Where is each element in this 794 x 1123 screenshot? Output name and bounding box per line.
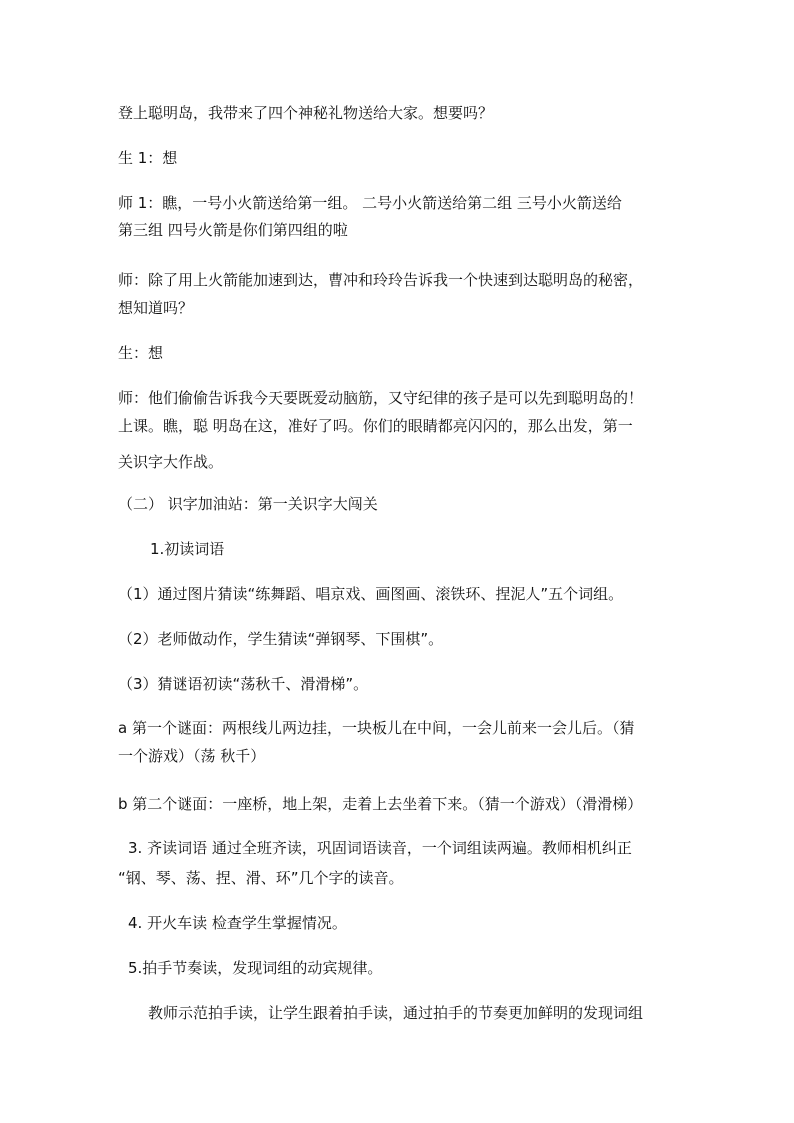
step-3: （3）猜谜语初读“荡秋千、滑滑梯”。 [118, 675, 369, 693]
student-reply-1: 生 1：想 [118, 149, 178, 167]
step-2: （2）老师做动作，学生猜读“弹钢琴、下围棋”。 [118, 630, 444, 648]
item-5: 5.拍手节奏读，发现词组的动宾规律。 [128, 959, 383, 977]
riddle-b: b 第二个谜面：一座桥，地上架，走着上去坐着下来。（猜一个游戏）（滑滑梯） [118, 795, 643, 813]
paragraph-intro: 登上聪明岛，我带来了四个神秘礼物送给大家。想要吗？ [118, 104, 494, 122]
step-1: （1）通过图片猜读“练舞蹈、唱京戏、画图画、滚铁环、捏泥人”五个词组。 [118, 585, 624, 603]
teacher-line-3b: 上课。瞧，聪 明岛在这，准好了吗。你们的眼睛都亮闪闪的，那么出发，第一 [118, 417, 633, 435]
subheading-first-reading: 1.初读词语 [150, 540, 225, 558]
riddle-a-line-2: 一个游戏）（荡 秋千） [118, 747, 266, 765]
teacher-line-2b: 想知道吗？ [118, 299, 194, 317]
teacher-line-3c: 关识字大作战。 [118, 453, 224, 471]
teacher-line-1a: 师 1：瞧，一号小火箭送给第一组。 二号小火箭送给第二组 三号小火箭送给 [118, 194, 622, 212]
student-reply-2: 生：想 [118, 344, 164, 362]
paragraph-demo: 教师示范拍手读，让学生跟着拍手读，通过拍手的节奏更加鲜明的发现词组 [148, 1004, 644, 1022]
item-3-line-2: “钢、琴、荡、捏、滑、环”几个字的读音。 [118, 869, 404, 887]
riddle-a-line-1: a 第一个谜面：两根线儿两边挂，一块板儿在中间，一会儿前来一会儿后。（猜 [118, 719, 635, 737]
section-heading-2: （二） 识字加油站：第一关识字大闯关 [118, 495, 378, 513]
teacher-line-3a: 师：他们偷偷告诉我今天要既爱动脑筋，又守纪律的孩子是可以先到聪明岛的！ [118, 389, 644, 407]
item-3-line-1: 3. 齐读词语 通过全班齐读，巩固词语读音，一个词组读两遍。教师相机纠正 [128, 839, 632, 857]
teacher-line-1b: 第三组 四号火箭是你们第四组的啦 [118, 221, 348, 239]
item-4: 4. 开火车读 检查学生掌握情况。 [128, 914, 347, 932]
teacher-line-2a: 师：除了用上火箭能加速到达，曹冲和玲玲告诉我一个快速到达聪明岛的秘密， [118, 271, 644, 289]
